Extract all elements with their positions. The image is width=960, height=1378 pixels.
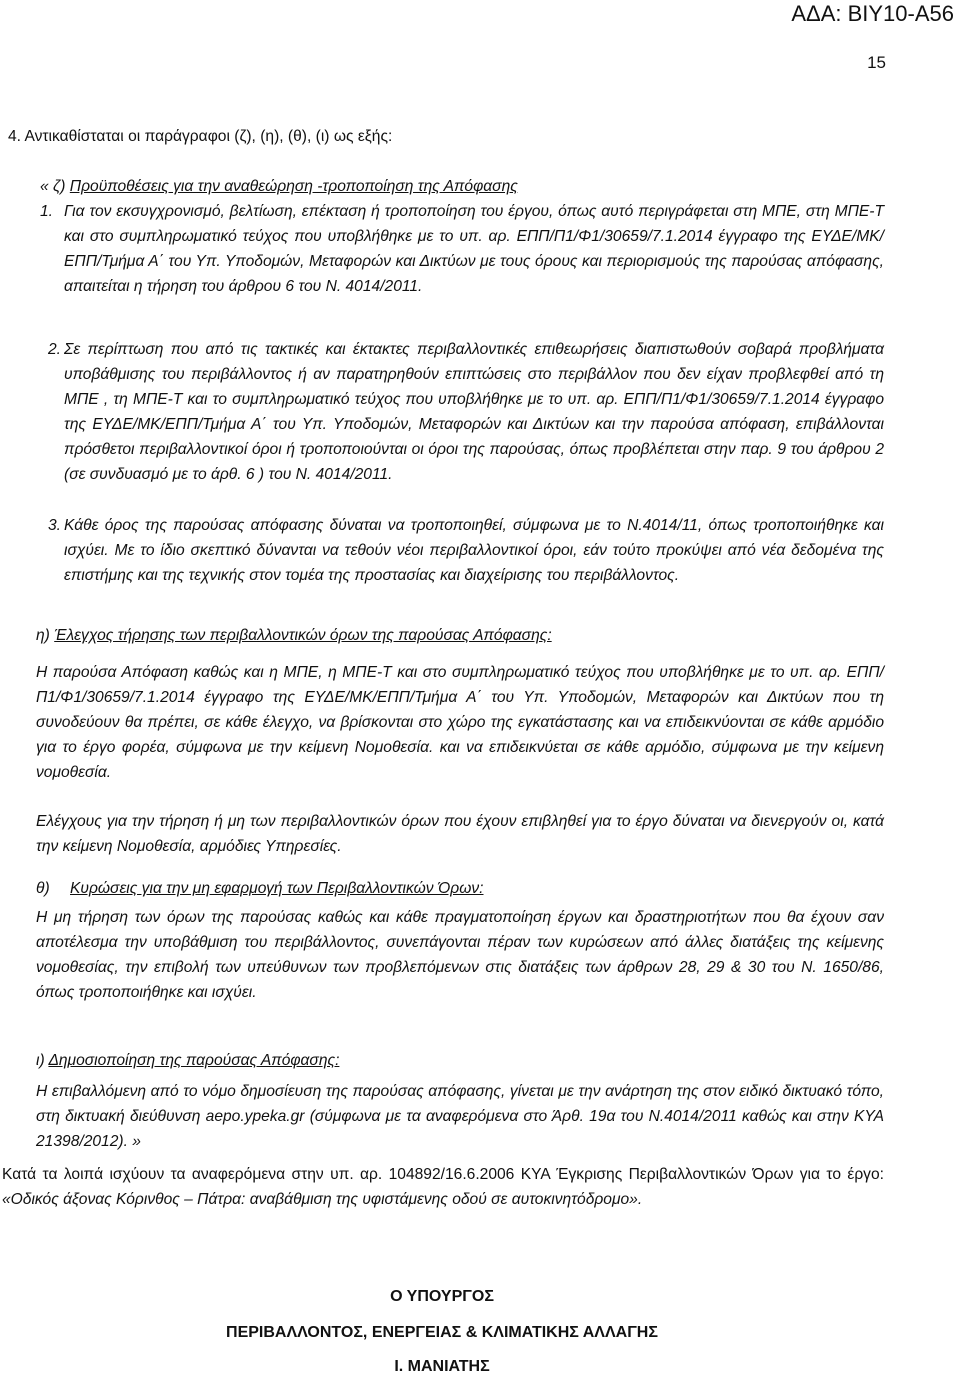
intro-line: 4. Αντικαθίσταται οι παράγραφοι (ζ), (η), (θ), (ι) ως εξής: bbox=[8, 128, 393, 145]
item-3-text: Κάθε όρος της παρούσας απόφασης δύναται να τροποποιηθεί, σύμφωνα με το Ν.4014/11, όπως τροποποιήθηκε και ισχύει. Με το ίδιο σκεπτικό δύνανται να τεθούν νέοι περιβαλλοντικοί όροι, εάν τούτο προκύψει από νέα δεδομένα της επιστήμης και της τεχνικής στον τομέα της προστασίας και διαχείρισης του περιβάλλοντος. bbox=[64, 517, 884, 584]
open-quote: « bbox=[40, 178, 49, 195]
section-th-title: Κυρώσεις για την μη εφαρμογή των Περιβαλλοντικών Όρων: bbox=[70, 880, 484, 897]
closing-project: «Οδικός άξονας Κόρινθος – Πάτρα: αναβάθμιση της υφιστάμενης οδού σε αυτοκινητόδρομο». bbox=[2, 1191, 643, 1208]
item-1-number: 1. bbox=[40, 203, 54, 220]
item-3-number: 3. bbox=[48, 517, 62, 534]
ada-code: ΑΔΑ: ΒΙΥ10-Α56 bbox=[791, 1, 954, 26]
section-h-paragraph-1: Η παρούσα Απόφαση καθώς και η ΜΠΕ, η ΜΠΕ-Τ και στο συμπληρωματικό τεύχος που υποβλήθηκε με το υπ. αρ. ΕΠΠ/Π1/Φ1/30659/7.1.2014 έγγραφο της ΕΥΔΕ/ΜΚ/ΕΠΠ/Τμήμα Α΄ του Υπ. Υποδομών, Μεταφορών και Δικτύων που τη συνοδεύουν θα πρέπει, σε κάθε έλεγχο, να βρίσκονται στο χώρο της εγκατάστασης και να επιδεικνύονται σε κάθε αρμόδιο για το έργο φορέα, σύμφωνα με την κείμενη Νομοθεσία. και να επιδεικνύεται σε κάθε αρμόδιο, σύμφωνα με την κείμενη νομοθεσία. bbox=[36, 664, 884, 781]
signature-ministry: ΠΕΡΙΒΑΛΛΟΝΤΟΣ, ΕΝΕΡΓΕΙΑΣ & ΚΛΙΜΑΤΙΚΗΣ ΑΛΛΑΓΗΣ bbox=[226, 1324, 658, 1341]
section-i-letter: ι) bbox=[36, 1052, 45, 1069]
section-h-title: Έλεγχος τήρησης των περιβαλλοντικών όρων της παρούσας Απόφασης: bbox=[54, 627, 552, 644]
section-i-heading bbox=[36, 1048, 856, 1073]
item-2-number: 2. bbox=[48, 341, 62, 358]
page-number: 15 bbox=[867, 53, 886, 72]
section-th-paragraph: Η μη τήρηση των όρων της παρούσας καθώς και κάθε πραγματοποίηση έργων και δραστηριοτήτων που θα έχουν σαν αποτέλεσμα την υποβάθμιση του περιβάλλοντος, συνεπάγονται πέραν των κυρώσεων από άλλες διατάξεις της κείμενης νομοθεσίας, την επιβολή των υπεύθυνων των προβλεπόμενων στις διατάξεις των άρθρων 28, 29 & 30 του Ν. 1650/86, όπως τροποποιήθηκε και ισχύει. bbox=[36, 909, 884, 1001]
section-z-heading bbox=[40, 174, 840, 199]
section-z-letter: ζ) bbox=[53, 178, 66, 195]
section-th-letter: θ) bbox=[36, 880, 50, 897]
signature-title: Ο ΥΠΟΥΡΓΟΣ bbox=[390, 1288, 494, 1305]
section-h-paragraph-2: Ελέγχους για την τήρηση ή μη των περιβαλλοντικών όρων που έχουν επιβληθεί για το έργο δύναται να διενεργούν οι, κατά την κείμενη Νομοθεσία, αρμόδιες Υπηρεσίες. bbox=[36, 813, 884, 855]
item-1-text: Για τον εκσυγχρονισμό, βελτίωση, επέκταση ή τροποποίηση του έργου, όπως αυτό περιγράφεται στη ΜΠΕ, στη ΜΠΕ-Τ και στο συμπληρωματικό τεύχος που υποβλήθηκε με το υπ. αρ. ΕΠΠ/Π1/Φ1/30659/7.1.2014 έγγραφο της ΕΥΔΕ/ΜΚ/ΕΠΠ/Τμήμα Α΄ του Υπ. Υποδομών, Μεταφορών και Δικτύων με τους όρους και περιορισμούς της παρούσας απόφασης, απαιτείται η τήρηση του άρθρου 6 του Ν. 4014/2011. bbox=[64, 203, 884, 295]
signature-name: Ι. ΜΑΝΙΑΤΗΣ bbox=[394, 1358, 490, 1375]
closing-text: Κατά τα λοιπά ισχύουν τα αναφερόμενα στην υπ. αρ. 104892/16.6.2006 ΚΥΑ Έγκρισης Περιβαλλοντικών Όρων για το έργο: bbox=[2, 1166, 884, 1183]
item-2-text: Σε περίπτωση που από τις τακτικές και έκτακτες περιβαλλοντικές επιθεωρήσεις διαπιστωθούν σοβαρά προβλήματα υποβάθμισης του περιβάλλοντος ή αν παρατηρηθούν επιπτώσεις στο περιβάλλον που δεν είχαν προβλεφθεί από τη ΜΠΕ , τη ΜΠΕ-Τ και το συμπληρωματικό τεύχος που υποβλήθηκε με το υπ. αρ. ΕΠΠ/Π1/Φ1/30659/7.1.2014 έγγραφο της ΕΥΔΕ/ΜΚ/ΕΠΠ/Τμήμα Α΄ του Υπ. Υποδομών, Μεταφορών και Δικτύων και την παρούσα απόφαση, επιβάλλονται πρόσθετοι περιβαλλοντικοί όροι ή τροποποιούνται οι όροι της παρούσας, όπως προβλέπεται στην παρ. 9 του άρθρου 2 (σε συνδυασμό με το άρθ. 6 ) του Ν. 4014/2011. bbox=[64, 341, 884, 483]
closing-paragraph bbox=[2, 1162, 884, 1212]
section-h-letter: η) bbox=[36, 627, 50, 644]
section-z-title: Προϋποθέσεις για την αναθεώρηση -τροποποίηση της Απόφασης bbox=[69, 178, 518, 195]
section-i-paragraph: Η επιβαλλόμενη από το νόμο δημοσίευση της παρούσας απόφασης, γίνεται με την ανάρτηση της στον ειδικό δικτυακό τόπο, στη δικτυακή διεύθυνση aepo.ypeka.gr (σύμφωνα με τα αναφερόμενα στο Άρθ. 19α του Ν.4014/2011 καθώς και στην ΚΥΑ 21398/2012). » bbox=[36, 1083, 884, 1150]
section-i-title: Δημοσιοποίηση της παρούσας Απόφασης: bbox=[48, 1052, 340, 1069]
section-th-heading bbox=[36, 876, 856, 901]
section-h-heading bbox=[36, 623, 856, 648]
